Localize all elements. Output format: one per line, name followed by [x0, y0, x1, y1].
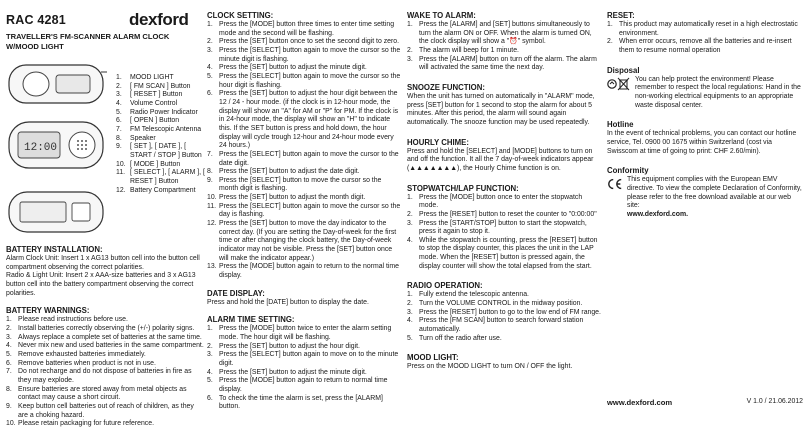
list-item: 1. Press the [MODE] button once to enter the stopwatch mode. [407, 193, 583, 210]
device-illustration [6, 62, 204, 240]
list-item: 3. Press the [SELECT] button again to move on to the minute digit. [207, 351, 399, 367]
list-item: 7. Press the [SELECT] button again to move the cursor to the date digit. [207, 150, 399, 167]
reset-list [607, 21, 803, 56]
list-item: 1. Press the [MODE] button twice to enter the alarm setting mode. The hour digit will be flashing. [207, 325, 392, 341]
section-title: Hotline [607, 120, 634, 130]
footer-website-link[interactable]: www.dexford.com [607, 398, 673, 407]
parts-list [116, 74, 206, 195]
paragraph: You can help protect the environment! Please remember to respect the local regulations: Hand in the non-working electrical equipments to an appropriate waste disposal center. [635, 75, 801, 109]
list-item: 5. Remove exhausted batteries immediately. [6, 350, 146, 358]
clock-setting-list [207, 21, 401, 281]
list-item: 10. Press the [SET] button to adjust the month digit. [207, 194, 366, 202]
list-item: 3. Always replace a complete set of batteries at the same time. [6, 333, 202, 341]
list-item: 1. Please read instructions before use. [6, 316, 128, 324]
section-title: DATE DISPLAY: [207, 288, 265, 298]
list-item: 5. Radio Power Indicator [116, 108, 198, 116]
list-item: 7. Do not recharge and do not dispose of batteries in fire as they may explode. [6, 368, 192, 384]
list-item: 1. Press the [MODE] button three times to enter time setting mode and the second will be flashing. [207, 21, 395, 37]
list-item: 4. While the stopwatch is counting, press the [RESET] button to stop the display counter, this places the unit in the LAP mode. When the [RESET] button is pressed again, the display counter will show the total elapsed from the start. [407, 236, 598, 270]
list-item: 8. Press the [SET] button to adjust the date digit. [207, 168, 360, 176]
list-item: 3. Press the [SELECT] button again to move the cursor so the minute digit is flashing. [207, 46, 401, 63]
list-item: 10. [ MODE ] Button [116, 160, 181, 168]
column-2 [207, 11, 401, 412]
conformity-block [607, 176, 803, 219]
list-item: 3. Press the [RESET] button to go to the low end of FM range. [407, 308, 601, 316]
list-item: 5. Turn off the radio after use. [407, 334, 502, 342]
list-item: 1. Fully extend the telescopic antenna. [407, 291, 529, 299]
section-title: RESET: [607, 11, 635, 20]
list-item: 4. Volume Control [116, 99, 178, 107]
list-item: 13. Press the [MODE] button again to return to the normal time display. [207, 263, 400, 280]
list-item: 2. Install batteries correctly observing the (+/-) polarity signs. [6, 324, 195, 332]
column-3 [407, 11, 601, 372]
svg-text:12:00: 12:00 [24, 142, 58, 154]
list-item: 9. [ SET ], [ DATE ], [ START / STOP ] Button [116, 143, 202, 159]
list-item: 10. Please retain packaging for future reference. [6, 420, 154, 427]
list-item: 4. Press the [FM SCAN] button to search forward station automatically. [407, 317, 584, 334]
list-item: 1. This product may automatically reset in a high electrostatic environment. [607, 21, 798, 37]
website-link[interactable]: www.dexford.com. [627, 210, 689, 218]
list-item: 1. Press the [ALARM] and [SET] buttons simultaneously to turn the alarm ON or OFF. When the alarm is turned ON, the clock display will show a "⏰" symbol. [407, 21, 592, 46]
battery-warnings-list [6, 316, 204, 427]
radio-operation-list [407, 291, 601, 343]
list-item: 5. Press the [MODE] button again to return to normal time display. [207, 377, 388, 393]
list-item: 11. [ SELECT ], [ ALARM ], [ RESET ] Button [116, 169, 205, 185]
list-item: 6. Press the [SET] button to adjust the hour digit between the 12 / 24 - hour mode. (if the clock is in 12-hour mode, the display will show an "A" for AM or "P" for PM. If the clock is in 24-hour mode, the display will show an "H" to indicate this. If the SET button is press and hold down, the hour display will cycle trough 12-hour and 24-hour mode every 24 hours.) [207, 90, 399, 150]
device-drawing [6, 62, 110, 240]
wake-to-alarm-list [407, 21, 601, 73]
section-title: BATTERY WARNINGS: [6, 306, 90, 316]
header-bar [6, 10, 201, 31]
section-title: ALARM TIME SETTING: [207, 315, 295, 325]
list-item: 12. Battery Compartment [116, 186, 196, 194]
list-item: 11. Press the [SELECT] button again to move the cursor so the day is flashing. [207, 202, 401, 219]
column-4 [607, 11, 803, 220]
list-item: 8. Speaker [116, 134, 156, 142]
section-title: Disposal [607, 65, 640, 75]
paragraph: Alarm Clock Unit: Insert 1 x AG13 button cell into the button cell compartment observing the correct polarities. [6, 255, 200, 271]
section-title: MOOD LIGHT: [407, 353, 459, 363]
list-item: 2. Press the [SET] button to adjust the hour digit. [207, 342, 360, 350]
list-item: 4. Press the [SET] button to adjust the minute digit. [207, 368, 367, 376]
section-title: CLOCK SETTING: [207, 11, 274, 20]
list-item: 8. Ensure batteries are stored away from metal objects as contact may cause a short circuit. [6, 385, 187, 402]
model-number: RAC 4281 [6, 13, 66, 27]
disposal-block [607, 76, 803, 111]
paragraph: This equipment complies with the European EMV directive. To view the complete Declaration of Conformity, please refer to the free download available at our web site: [627, 176, 802, 210]
paragraph: Press and hold the [DATE] button to display the date. [207, 298, 369, 306]
section-title: WAKE TO ALARM: [407, 11, 476, 20]
stopwatch-list [407, 194, 601, 272]
footer-version: V 1.0 / 21.06.2012 [746, 398, 803, 405]
section-title: RADIO OPERATION: [407, 281, 483, 291]
list-item: 2. The alarm will beep for 1 minute. [407, 46, 519, 54]
list-item: 3. [ RESET ] Button [116, 91, 183, 99]
list-item: 7. FM Telescopic Antenna [116, 125, 202, 133]
alarm-time-setting-list [207, 325, 401, 412]
paragraph: Press and hold the [SELECT] and [MODE] buttons to turn on and off the function. It all the 7 day-of-week indicators appear (▲▲▲▲▲▲▲), the Hourly Chime function is on. [407, 147, 594, 172]
product-title: TRAVELLER'S FM-SCANNER ALARM CLOCK W/MOOD LIGHT [6, 32, 170, 51]
paragraph: Radio & Light Unit: Insert 2 x AAA-size batteries and 3 x AG13 button cell into the battery compartment observing the correct polarities. [6, 272, 196, 297]
list-item: 5. Press the [SELECT] button again to move the cursor so the hour digit is flashing. [207, 72, 401, 89]
section-title: HOURLY CHIME: [407, 137, 469, 147]
list-item: 2. Press the [SET] button once to set the second digit to zero. [207, 38, 400, 46]
paragraph: When the unit has turned on automatically in "ALARM" mode, press [SET] button for 1 second to stop the alarm for about 5 minutes. After this period, the alarm will sound again automatically. The snooze function may be used repeatedly. [407, 92, 595, 126]
list-item: 2. [ FM SCAN ] Button [116, 82, 191, 90]
list-item: 6. To check the time the alarm is set, press the [ALARM] button. [207, 394, 383, 411]
paragraph: In the event of technical problems, you can contact our hotline service, Tel. 0900 00 1675 within Switzerland (cost via Swisscom at time of going to print: CHF 2.60/min). [607, 130, 797, 155]
list-item: 4. Never mix new and used batteries in the same compartment. [6, 342, 204, 350]
list-item: 2. Press the [RESET] button to reset the counter to "0:00:00" [407, 210, 597, 218]
section-title: Conformity [607, 166, 649, 176]
list-item: 2. When error occurs, remove all the batteries and re-insert them to resume normal operation [607, 38, 792, 54]
list-item: 6. Remove batteries when product is not in use. [6, 359, 156, 367]
list-item: 2. Turn the VOLUME CONTROL in the midway position. [407, 300, 583, 308]
column-1-text [6, 240, 204, 427]
list-item: 9. Press the [SELECT] button to move the cursor so the month digit is flashing. [207, 176, 382, 193]
list-item: 4. Press the [SET] button to adjust the minute digit. [207, 64, 367, 72]
paragraph: Press on the MOOD LIGHT to turn ON / OFF the light. [407, 363, 573, 371]
section-title: BATTERY INSTALLATION: [6, 245, 103, 254]
section-title: STOPWATCH/LAP FUNCTION: [407, 183, 519, 193]
ce-mark-icon [607, 177, 623, 191]
list-item: 12. Press the [SET] button to move the day indicator to the correct day. (If you are setting the Day-of-week for the first time or after changing the clock battery, the Day-of-week indicator may not be visible. Press the [SET] button once will make the indicator appear.) [207, 220, 397, 262]
brand-logo: dexford [129, 10, 189, 29]
section-title: SNOOZE FUNCTION: [407, 82, 485, 92]
list-item: 3. Press the [START/STOP] button to start the stopwatch, press it again to stop it. [407, 219, 587, 236]
list-item: 1. MOOD LIGHT [116, 74, 174, 81]
list-item: 3. Press the [ALARM] button on turn off the alarm. The alarm will activated the same time the next day. [407, 55, 597, 72]
list-item: 9. Keep button cell batteries out of reach of children, as they are a choking hazard. [6, 402, 194, 419]
list-item: 6. [ OPEN ] Button [116, 117, 180, 125]
recycle-bin-icon [607, 77, 631, 91]
